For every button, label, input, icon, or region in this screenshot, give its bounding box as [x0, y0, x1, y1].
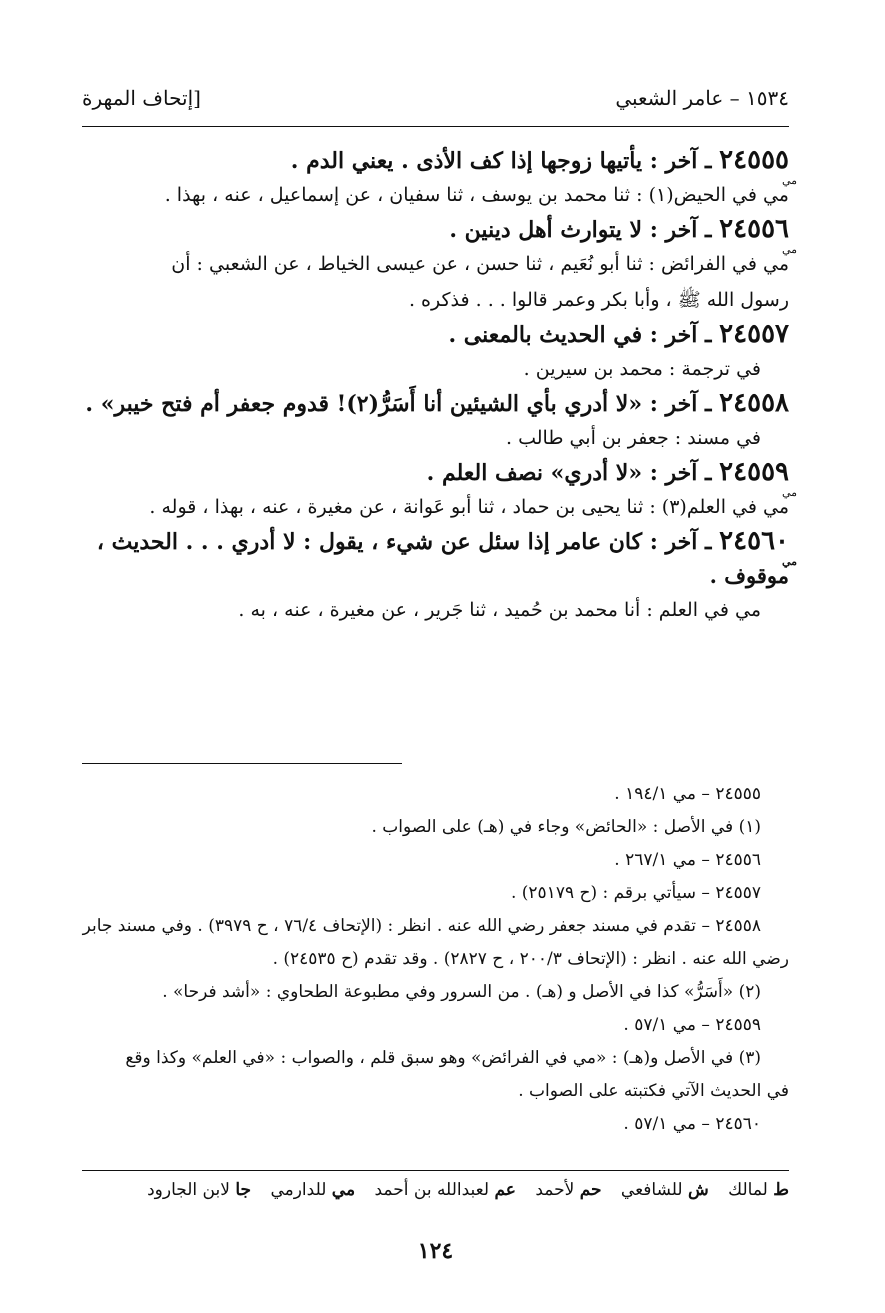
footnotes — [82, 772, 789, 1135]
entry-heading: ٢٤٥٥٩ ـ آخر : «لا أدري» نصف العلم . — [426, 457, 789, 487]
footnote-line: (٢) «أَسَرُّ» كذا في الأصل و (هـ) . من السرور وفي مطبوعة الطحاوي : «أشد فرحا» . — [162, 982, 761, 1002]
entry-source: مي مي في الفرائض : ثنا أبو نُعَيم ، ثنا حسن ، عن عيسى الخياط ، عن الشعبي : أن — [82, 252, 789, 276]
header-section-title: ١٥٣٤ – عامر الشعبي — [615, 86, 789, 110]
entry-source: مي في العلم : أنا محمد بن حُميد ، ثنا جَرير ، عن مغيرة ، عنه ، به . — [238, 599, 761, 621]
abbreviation-legend — [82, 1180, 789, 1200]
legend-item: حم لأحمد — [535, 1180, 602, 1200]
footnote-line: في الحديث الآتي فكتبته على الصواب . — [518, 1081, 789, 1101]
source-tag: مي — [781, 174, 797, 187]
legend-item: عم لعبدالله بن أحمد — [374, 1180, 516, 1200]
footnote-line: (٣) في الأصل و(هـ) : «مي في الفرائض» وهو سبق قلم ، والصواب : «في العلم» وكذا وقع — [125, 1048, 761, 1068]
legend-item: ش للشافعي — [620, 1180, 709, 1200]
footnote-line: (١) في الأصل : «الحائض» وجاء في (هـ) على الصواب . — [371, 817, 761, 837]
source-tag: مي — [781, 486, 797, 499]
page-number: ١٢٤ — [417, 1238, 454, 1264]
entry-source: في مسند : جعفر بن أبي طالب . — [506, 427, 761, 449]
entry-source-continued: رسول الله ﷺ ، وأبا بكر وعمر قالوا . . . فذكره . — [408, 289, 789, 311]
main-text — [82, 138, 797, 622]
header-rule — [82, 126, 789, 127]
footnote-line: ٢٤٥٥٧ – سيأتي برقم : (ح ٢٥١٧٩) . — [510, 883, 761, 903]
footnote-line: رضي الله عنه . انظر : (الإتحاف ٢٠٠/٣ ، ح ٢٨٢٧) . وقد تقدم (ح ٢٤٥٣٥) . — [272, 949, 789, 969]
entry-heading: ٢٤٥٥٦ ـ آخر : لا يتوارث أهل دينين . — [449, 214, 789, 244]
footnote-line: ٢٤٥٦٠ – مي ٥٧/١ . — [623, 1114, 761, 1134]
footnote-line: ٢٤٥٥٥ – مي ١٩٤/١ . — [614, 784, 761, 804]
entry-heading: ٢٤٥٥٥ ـ آخر : يأتيها زوجها إذا كف الأذى . يعني الدم . — [290, 145, 789, 175]
entry-heading-continued: مي موقوف . — [82, 564, 789, 588]
legend-item: مي للدارمي — [270, 1180, 356, 1200]
entry-source: مي مي في الحيض(١) : ثنا محمد بن يوسف ، ثنا سفيان ، عن إسماعيل ، عنه ، بهذا . — [82, 183, 789, 207]
legend-item: جا لابن الجارود — [147, 1180, 252, 1200]
source-tag: مي — [781, 555, 797, 568]
entry-heading: ٢٤٥٥٨ ـ آخر : «لا أدري بأي الشيئين أنا أَسَرُّ(٢)! قدوم جعفر أم فتح خيبر» . — [85, 388, 789, 418]
footnote-line: ٢٤٥٥٨ – تقدم في مسند جعفر رضي الله عنه . انظر : (الإتحاف ٧٦/٤ ، ح ٣٩٧٩) . وفي مسند جابر — [82, 916, 761, 936]
entry-source: في ترجمة : محمد بن سيرين . — [523, 358, 761, 380]
legend-item: ط لمالك — [728, 1180, 789, 1200]
footnote-rule — [82, 763, 402, 764]
source-tag: مي — [781, 243, 797, 256]
footnote-line: ٢٤٥٥٩ – مي ٥٧/١ . — [623, 1015, 761, 1035]
header-book-title: [إتحاف المهرة — [82, 86, 201, 110]
running-header — [82, 86, 789, 116]
entry-heading: ٢٤٥٥٧ ـ آخر : في الحديث بالمعنى . — [448, 319, 789, 349]
document-page — [82, 0, 797, 1313]
legend-rule — [82, 1170, 789, 1171]
entry-source: مي مي في العلم(٣) : ثنا يحيى بن حماد ، ثنا أبو عَوانة ، عن مغيرة ، عنه ، بهذا ، قوله . — [82, 495, 789, 519]
footnote-line: ٢٤٥٥٦ – مي ٢٦٧/١ . — [614, 850, 761, 870]
entry-heading: ٢٤٥٦٠ ـ آخر : كان عامر إذا سئل عن شيء ، يقول : لا أدري . . . الحديث ، — [96, 526, 789, 556]
